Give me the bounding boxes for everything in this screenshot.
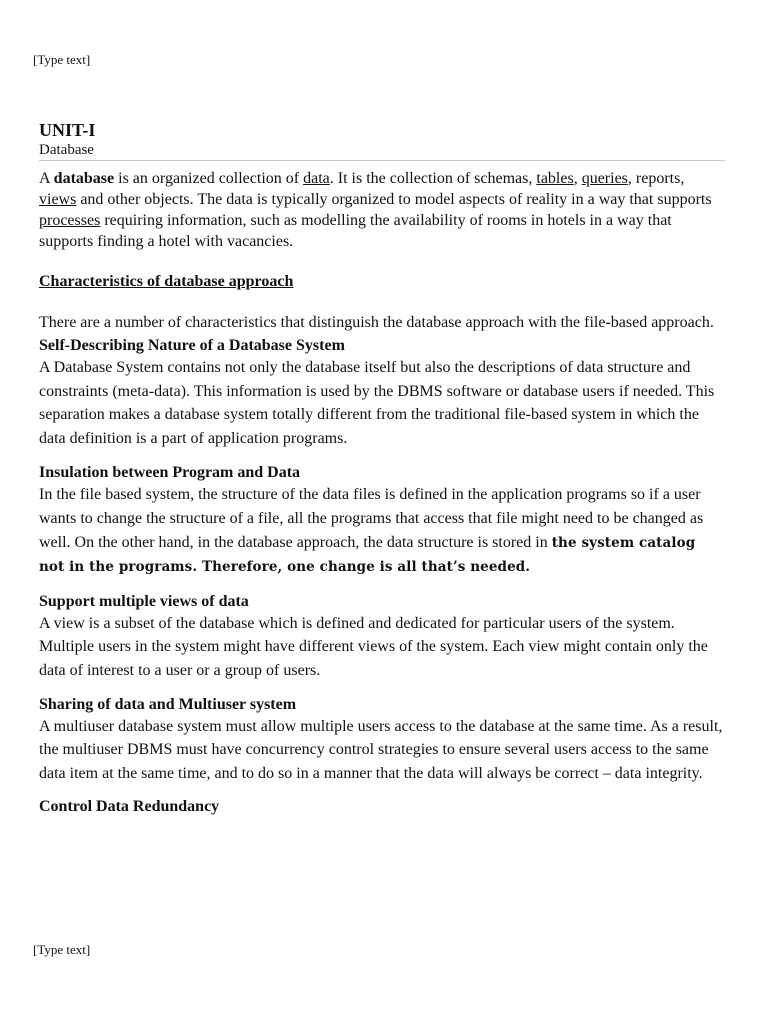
paragraph-multiple-views: A view is a subset of the database which is defined and dedicated for particular users of the system. Multiple users in the system might have different views of the system. Each view might contain only the data of interest to a user or a group of users. xyxy=(39,614,708,679)
section-subtitle: Database xyxy=(39,141,725,161)
intro-paragraph: A database is an organized collection of data. It is the collection of schemas, tables, queries, reports, views and other objects. The data is typically organized to model aspects of reality in a way that supports processes requiring information, such as modelling the availability of rooms in hotels in a way that supports finding a hotel with vacancies. xyxy=(39,170,712,250)
link-processes[interactable]: processes xyxy=(39,212,101,229)
link-tables[interactable]: tables xyxy=(536,170,574,187)
paragraph-sharing: A multiuser database system must allow multiple users access to the database at the same time. As a result, the multiuser DBMS must have concurrency control strategies to ensure several users access to the same data item at the same time, and to do so in a manner that the data will always be correct – data integrity. xyxy=(39,717,723,782)
heading-sharing: Sharing of data and Multiuser system xyxy=(39,695,297,713)
page-header: [Type text] xyxy=(33,52,91,67)
heading-insulation: Insulation between Program and Data xyxy=(39,464,301,482)
heading-self-describing: Self-Describing Nature of a Database System xyxy=(39,337,345,354)
heading-multiple-views: Support multiple views of data xyxy=(39,592,249,610)
paragraph-insulation: In the file based system, the structure of the data files is defined in the application programs so if a user wants to change the structure of a file, all the programs that access that file might need to be changed as well. On the other hand, in the database approach, the data structure is stored in the system catalog not in the programs. Therefore, one change is all that’s needed. xyxy=(39,486,704,576)
link-data[interactable]: data xyxy=(303,170,330,187)
characteristics-title: Characteristics of database approach xyxy=(39,273,294,290)
characteristics-lead: There are a number of characteristics that distinguish the database approach with the file-based approach. xyxy=(39,314,714,331)
paragraph-self-describing: A Database System contains not only the database itself but also the descriptions of data structure and constraints (meta-data). This information is used by the DBMS software or database users if needed. This separation makes a database system totally different from the traditional file-based system in which the data definition is a part of application programs. xyxy=(39,359,715,447)
heading-redundancy: Control Data Redundancy xyxy=(39,798,220,816)
link-queries[interactable]: queries xyxy=(581,170,628,187)
term-database: database xyxy=(53,170,115,187)
insulation-emphasis: the system catalog not in the programs. Therefore, one change is all that’s needed. xyxy=(39,534,696,576)
document-body xyxy=(39,119,725,817)
unit-title: UNIT-I xyxy=(39,120,96,140)
page-footer: [Type text] xyxy=(33,942,91,957)
link-views[interactable]: views xyxy=(39,191,77,208)
